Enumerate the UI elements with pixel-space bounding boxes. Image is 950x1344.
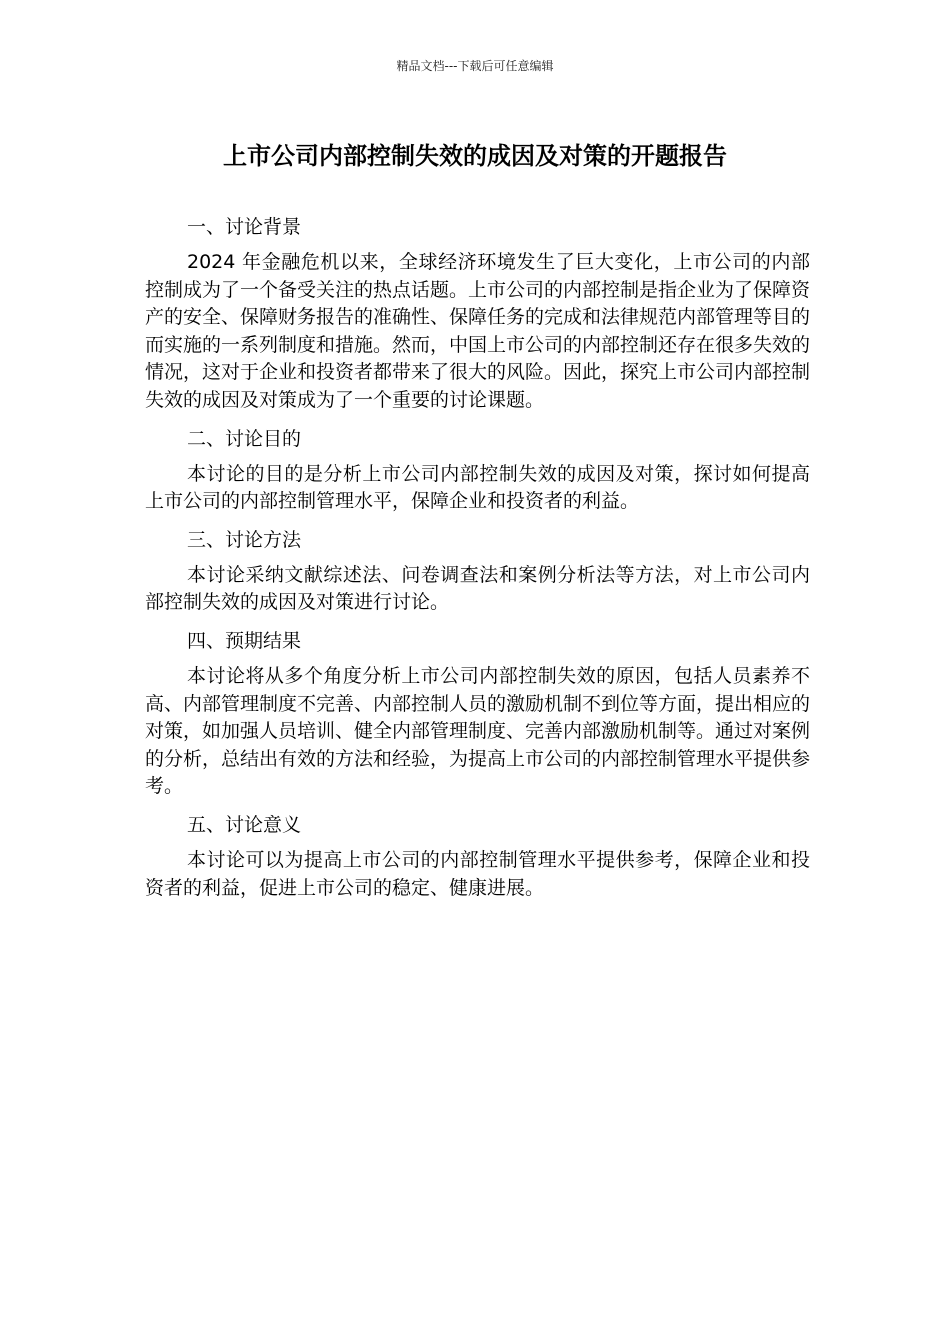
section-paragraph: 2024 年金融危机以来，全球经济环境发生了巨大变化，上市公司的内部控制成为了一个备受关注的热点话题。上市公司的内部控制是指企业为了保障资产的安全、保障财务报告的准确性、保障任务的完成和法律规范内部管理等目的而实施的一系列制度和措施。然而，中国上市公司的内部控制还存在很多失效的情况，这对于企业和投资者都带来了很大的风险。因此，探究上市公司内部控制失效的成因及对策成为了一个重要的讨论课题。: [145, 251, 811, 411]
page-header: 精品文档---下载后可任意编辑: [396, 59, 554, 73]
section-purpose: [145, 425, 810, 516]
section-expected-results: [145, 627, 810, 801]
section-heading: 一、讨论背景: [187, 216, 302, 238]
document-body: [145, 213, 810, 912]
section-heading: 四、预期结果: [187, 629, 302, 652]
section-heading: 三、讨论方法: [187, 528, 302, 551]
section-heading: 五、讨论意义: [187, 813, 302, 836]
section-paragraph: 本讨论采纳文献综述法、问卷调查法和案例分析法等方法，对上市公司内部控制失效的成因及对策进行讨论。: [145, 563, 810, 614]
section-background: [145, 213, 810, 415]
document-title: 上市公司内部控制失效的成因及对策的开题报告: [223, 142, 727, 170]
section-significance: [145, 811, 810, 902]
section-paragraph: 本讨论可以为提高上市公司的内部控制管理水平提供参考，保障企业和投资者的利益，促进上市公司的稳定、健康进展。: [145, 848, 810, 899]
section-method: [145, 526, 810, 617]
section-paragraph: 本讨论的目的是分析上市公司内部控制失效的成因及对策，探讨如何提高上市公司的内部控制管理水平，保障企业和投资者的利益。: [145, 462, 810, 513]
section-heading: 二、讨论目的: [187, 427, 302, 450]
section-paragraph: 本讨论将从多个角度分析上市公司内部控制失效的原因，包括人员素养不高、内部管理制度不完善、内部控制人员的激励机制不到位等方面，提出相应的对策，如加强人员培训、健全内部管理制度、完善内部激励机制等。通过对案例的分析，总结出有效的方法和经验，为提高上市公司的内部控制管理水平提供参考。: [145, 664, 811, 798]
